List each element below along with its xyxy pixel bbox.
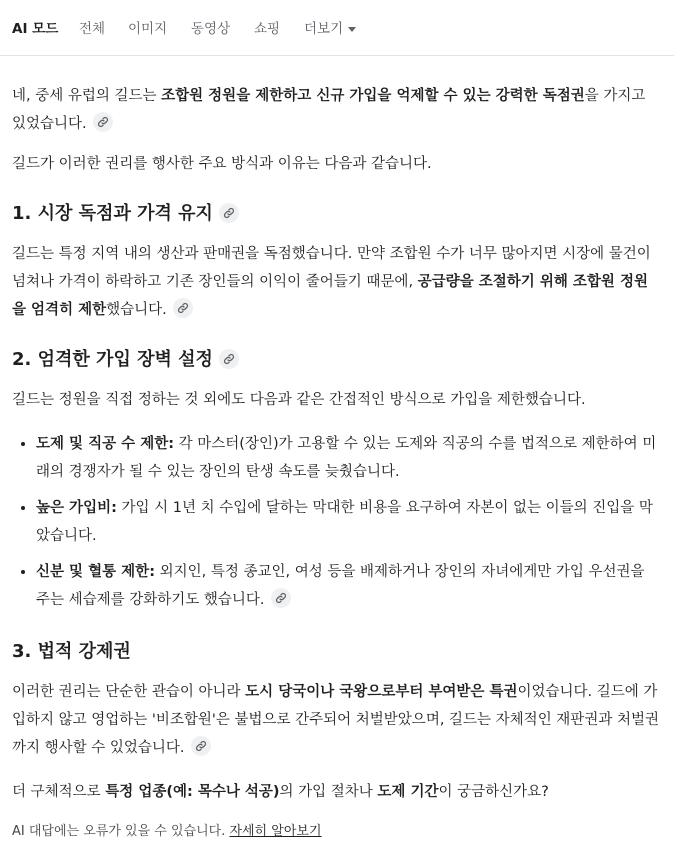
list-item-label: 높은 가입비:: [36, 500, 117, 516]
followup-question: [12, 778, 660, 806]
section-3-paragraph: [12, 678, 660, 762]
section-3-text-1: 이러한 권리는 단순한 관습이 아니라: [12, 684, 246, 700]
followup-text-1: 더 구체적으로: [12, 784, 106, 800]
list-item-label: 도제 및 직공 수 제한:: [36, 436, 175, 452]
tab-videos[interactable]: 동영상: [191, 21, 231, 37]
tab-shopping[interactable]: 쇼핑: [254, 21, 281, 37]
section-1-text-1: 길드는 특정 지역 내의 생산과 판매권을 독점했습니다. 만약 조합원 수가 너무 많아지면 시장에 물건이 넘쳐나 가격이 하락하고 기존 장인들의 이익이 줄어들기 때문에,: [12, 246, 651, 290]
list-item-text: 각 마스터(장인)가 고용할 수 있는 도제와 직공의 수를 법적으로 제한하여 미래의 경쟁자가 될 수 있는 장인의 탄생 속도를 늦췄습니다.: [36, 436, 657, 480]
section-2-heading: [12, 346, 660, 374]
followup-bold-2: 도제 기간: [377, 784, 439, 800]
section-1-heading-text: 1. 시장 독점과 가격 유지: [12, 203, 213, 224]
top-navigation: [0, 0, 674, 56]
list-item-text: 외지인, 특정 종교인, 여성 등을 배제하거나 장인의 자녀에게만 가입 우선권을 주는 세습제를 강화하기도 했습니다.: [36, 564, 645, 608]
section-2-heading-text: 2. 엄격한 가입 장벽 설정: [12, 349, 213, 370]
tab-ai-mode[interactable]: AI 모드: [12, 21, 59, 37]
link-icon[interactable]: [93, 112, 113, 132]
section-2-list: [12, 430, 660, 614]
section-3-heading: 3. 법적 강제권: [12, 641, 131, 662]
disclaimer-text: AI 대답에는 오류가 있을 수 있습니다.: [12, 824, 226, 839]
followup-bold-1: 특정 업종(예: 목수나 석공): [105, 784, 280, 800]
tab-images[interactable]: 이미지: [128, 21, 168, 37]
section-3-bold: 도시 당국이나 국왕으로부터 부여받은 특권: [245, 684, 518, 700]
list-item: [36, 494, 660, 550]
link-icon[interactable]: [271, 588, 291, 608]
section-1-bold: 공급량을 조절하기 위해 조합원 정원을 엄격히 제한: [12, 274, 648, 318]
tab-all[interactable]: 전체: [79, 21, 106, 37]
followup-text-3: 이 궁금하신가요?: [438, 784, 549, 800]
list-item: [36, 558, 660, 614]
followup-text-2: 의 가입 절차나: [279, 784, 378, 800]
section-1-heading: [12, 200, 660, 228]
list-item: [36, 430, 660, 486]
learn-more-link[interactable]: 자세히 알아보기: [229, 824, 322, 839]
section-2-intro: 길드는 정원을 직접 정하는 것 외에도 다음과 같은 간접적인 방식으로 가입을 제한했습니다.: [12, 392, 586, 408]
list-item-text: 가입 시 1년 치 수입에 달하는 막대한 비용을 요구하여 자본이 없는 이들의 진입을 막았습니다.: [36, 500, 653, 544]
section-3-text-2: 이었습니다. 길드에 가입하지 않고 영업하는 '비조합원'은 불법으로 간주되어 처벌받았으며, 길드는 자체적인 재판권과 처벌권까지 행사할 수 있었습니다.: [12, 684, 659, 756]
tab-more[interactable]: [304, 17, 356, 37]
intro-text-1: 네, 중세 유럽의 길드는: [12, 88, 162, 104]
intro-paragraph: [12, 82, 660, 138]
chevron-down-icon: [348, 27, 356, 32]
link-icon[interactable]: [219, 203, 239, 223]
tab-more-label: 더보기: [304, 21, 344, 37]
list-item-label: 신분 및 혈통 제한:: [36, 564, 155, 580]
ai-disclaimer: [12, 822, 660, 842]
summary-paragraph: 길드가 이러한 권리를 행사한 주요 방식과 이유는 다음과 같습니다.: [12, 156, 432, 172]
link-icon[interactable]: [219, 349, 239, 369]
section-1-text-2: 했습니다.: [106, 302, 167, 318]
section-1-paragraph: [12, 240, 660, 324]
link-icon[interactable]: [191, 736, 211, 756]
intro-bold: 조합원 정원을 제한하고 신규 가입을 억제할 수 있는 강력한 독점권: [161, 88, 585, 104]
ai-answer: [12, 82, 660, 842]
link-icon[interactable]: [173, 298, 193, 318]
intro-text-2: 을 가지고 있었습니다.: [12, 88, 646, 132]
